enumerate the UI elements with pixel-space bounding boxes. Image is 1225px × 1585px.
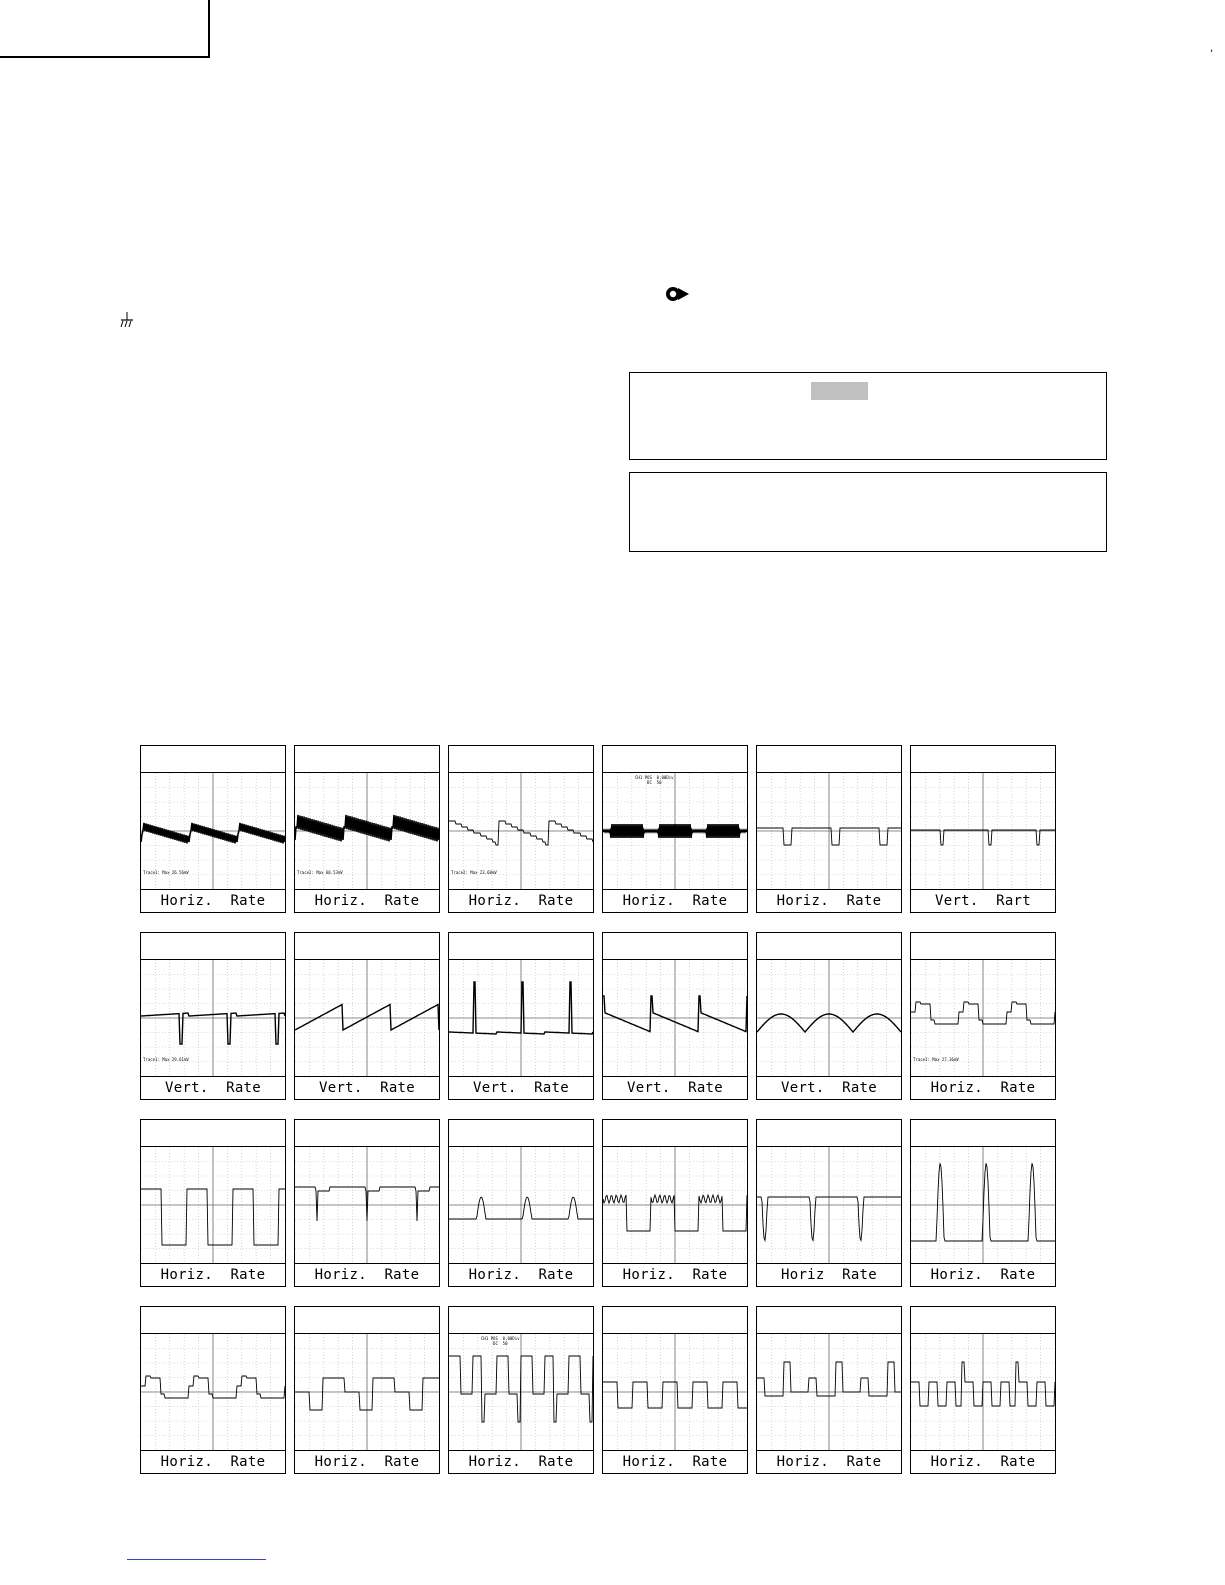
highlight-marker	[811, 382, 868, 400]
rate-label: Horiz. Rate	[603, 1450, 747, 1474]
waveform-label-box	[757, 1307, 901, 1334]
waveform-card	[140, 1306, 286, 1474]
waveform-trace-svg	[603, 1334, 747, 1450]
rate-label: Horiz. Rate	[911, 1450, 1055, 1474]
rate-label: Vert. Rate	[757, 1076, 901, 1100]
ground-symbol-icon	[120, 312, 134, 328]
scope-graticule	[603, 960, 747, 1076]
waveform-card	[448, 1306, 594, 1474]
waveform-label-box	[603, 746, 747, 773]
oscilloscope-plot	[911, 1334, 1055, 1450]
waveform-label-box	[141, 933, 285, 960]
oscilloscope-plot	[757, 1334, 901, 1450]
oscilloscope-plot	[603, 773, 747, 889]
rate-label: Vert. Rate	[295, 1076, 439, 1100]
scope-readout: Trace2: Max 23.60mV	[451, 870, 497, 875]
waveform-label-box	[449, 1120, 593, 1147]
scope-graticule	[449, 1334, 593, 1450]
scope-graticule	[757, 1334, 901, 1450]
oscilloscope-plot	[757, 960, 901, 1076]
waveform-trace-svg	[757, 1147, 901, 1263]
rate-label: Horiz. Rate	[141, 889, 285, 913]
waveform-label-box	[603, 1307, 747, 1334]
oscilloscope-plot	[295, 1334, 439, 1450]
waveform-card	[756, 745, 902, 913]
rate-label: Horiz. Rate	[603, 889, 747, 913]
oscilloscope-plot	[141, 1147, 285, 1263]
rate-label: Horiz. Rate	[757, 1450, 901, 1474]
rate-label: Horiz. Rate	[295, 1450, 439, 1474]
waveform-card	[140, 1119, 286, 1287]
waveform-trace-svg	[295, 960, 439, 1076]
rate-label: Horiz. Rate	[449, 889, 593, 913]
oscilloscope-plot	[295, 773, 439, 889]
scope-graticule	[603, 1147, 747, 1263]
note-box-upper	[629, 372, 1107, 460]
rate-label: Horiz. Rate	[603, 1263, 747, 1287]
oscilloscope-plot	[757, 773, 901, 889]
oscilloscope-plot	[295, 1147, 439, 1263]
waveform-label-box	[603, 1120, 747, 1147]
waveform-trace-svg	[757, 1334, 901, 1450]
waveform-trace-svg	[911, 773, 1055, 889]
rate-label: Horiz. Rate	[141, 1450, 285, 1474]
waveform-label-box	[911, 1120, 1055, 1147]
waveform-trace-svg	[449, 1334, 593, 1450]
waveform-card	[602, 745, 748, 913]
oscilloscope-plot	[603, 1147, 747, 1263]
waveform-card	[294, 932, 440, 1100]
scope-graticule	[295, 1334, 439, 1450]
waveform-trace-svg	[603, 960, 747, 1076]
waveform-trace-svg	[141, 1334, 285, 1450]
page-corner-box	[0, 0, 210, 58]
scope-channel-header: CH1 POS 0.00Div DC 50	[635, 775, 674, 785]
waveform-label-box	[295, 746, 439, 773]
rate-label: Vert. Rart	[911, 889, 1055, 913]
oscilloscope-plot	[449, 773, 593, 889]
probe-pointer-icon	[662, 284, 690, 304]
waveform-label-box	[141, 746, 285, 773]
scope-readout: Trace1: Max 26.56mV	[143, 870, 189, 875]
waveform-label-box	[295, 1307, 439, 1334]
rate-label: Vert. Rate	[141, 1076, 285, 1100]
waveform-trace-svg	[603, 773, 747, 889]
waveform-label-box	[449, 1307, 593, 1334]
waveform-trace-svg	[757, 960, 901, 1076]
waveform-trace-svg	[449, 960, 593, 1076]
oscilloscope-plot	[449, 1147, 593, 1263]
oscilloscope-plot	[141, 1334, 285, 1450]
waveform-trace-svg	[295, 1334, 439, 1450]
waveform-label-box	[449, 746, 593, 773]
scope-graticule	[141, 1334, 285, 1450]
waveform-card	[140, 932, 286, 1100]
rate-label: Horiz. Rate	[911, 1263, 1055, 1287]
waveform-card	[756, 1306, 902, 1474]
waveform-card	[294, 745, 440, 913]
oscilloscope-plot	[295, 960, 439, 1076]
waveform-card	[448, 745, 594, 913]
note-box-lower	[629, 472, 1107, 552]
rate-label: Horiz. Rate	[449, 1450, 593, 1474]
waveform-trace-svg	[295, 1147, 439, 1263]
waveform-card	[910, 745, 1056, 913]
scope-graticule	[757, 960, 901, 1076]
rate-label: Horiz. Rate	[757, 889, 901, 913]
waveform-label-box	[757, 933, 901, 960]
waveform-trace-svg	[603, 1147, 747, 1263]
scope-graticule	[603, 1334, 747, 1450]
waveform-label-box	[911, 933, 1055, 960]
scope-graticule	[757, 1147, 901, 1263]
oscilloscope-plot	[141, 773, 285, 889]
rate-label: Horiz. Rate	[141, 1263, 285, 1287]
waveform-trace-svg	[757, 773, 901, 889]
waveform-label-box	[295, 1120, 439, 1147]
waveform-label-box	[603, 933, 747, 960]
waveform-card	[756, 1119, 902, 1287]
rate-label: Horiz. Rate	[449, 1263, 593, 1287]
rate-label: Horiz. Rate	[295, 889, 439, 913]
oscilloscope-plot	[449, 960, 593, 1076]
scope-channel-header: CH1 POS 0.00Div DC 50	[481, 1336, 520, 1346]
rate-label: Vert. Rate	[603, 1076, 747, 1100]
scope-graticule	[141, 1147, 285, 1263]
oscilloscope-plot	[603, 960, 747, 1076]
waveform-card	[602, 1306, 748, 1474]
waveform-label-box	[757, 746, 901, 773]
scope-graticule	[911, 1147, 1055, 1263]
waveform-card	[294, 1306, 440, 1474]
waveform-label-box	[141, 1120, 285, 1147]
scope-graticule	[911, 773, 1055, 889]
waveform-card	[140, 745, 286, 913]
scope-readout: Trace2: Max 60.53mV	[297, 870, 343, 875]
oscilloscope-plot	[603, 1334, 747, 1450]
waveform-label-box	[141, 1307, 285, 1334]
waveform-card	[910, 1119, 1056, 1287]
corner-mark: ,	[1210, 43, 1214, 54]
waveform-label-box	[911, 746, 1055, 773]
rate-label: Horiz. Rate	[295, 1263, 439, 1287]
scope-graticule	[449, 1147, 593, 1263]
waveform-label-box	[911, 1307, 1055, 1334]
waveform-card	[294, 1119, 440, 1287]
rate-label: Horiz. Rate	[911, 1076, 1055, 1100]
scope-readout: Trace1: Max 27.36mV	[913, 1057, 959, 1062]
waveform-card	[910, 932, 1056, 1100]
waveform-label-box	[449, 933, 593, 960]
waveform-trace-svg	[911, 1334, 1055, 1450]
oscilloscope-plot	[911, 1147, 1055, 1263]
waveform-trace-svg	[449, 1147, 593, 1263]
oscilloscope-plot	[911, 773, 1055, 889]
waveform-card	[448, 1119, 594, 1287]
waveform-card	[448, 932, 594, 1100]
oscilloscope-plot	[911, 960, 1055, 1076]
waveform-trace-svg	[141, 1147, 285, 1263]
oscilloscope-plot	[449, 1334, 593, 1450]
footer-link-underline	[127, 1559, 266, 1560]
oscilloscope-plot	[141, 960, 285, 1076]
scope-readout: Trace1: Max 29.61mV	[143, 1057, 189, 1062]
waveform-label-box	[757, 1120, 901, 1147]
waveform-trace-svg	[911, 1147, 1055, 1263]
waveform-label-box	[295, 933, 439, 960]
waveform-card	[756, 932, 902, 1100]
waveform-card	[910, 1306, 1056, 1474]
waveform-card	[602, 932, 748, 1100]
rate-label: Vert. Rate	[449, 1076, 593, 1100]
waveform-card	[602, 1119, 748, 1287]
rate-label: Horiz Rate	[757, 1263, 901, 1287]
oscilloscope-plot	[757, 1147, 901, 1263]
